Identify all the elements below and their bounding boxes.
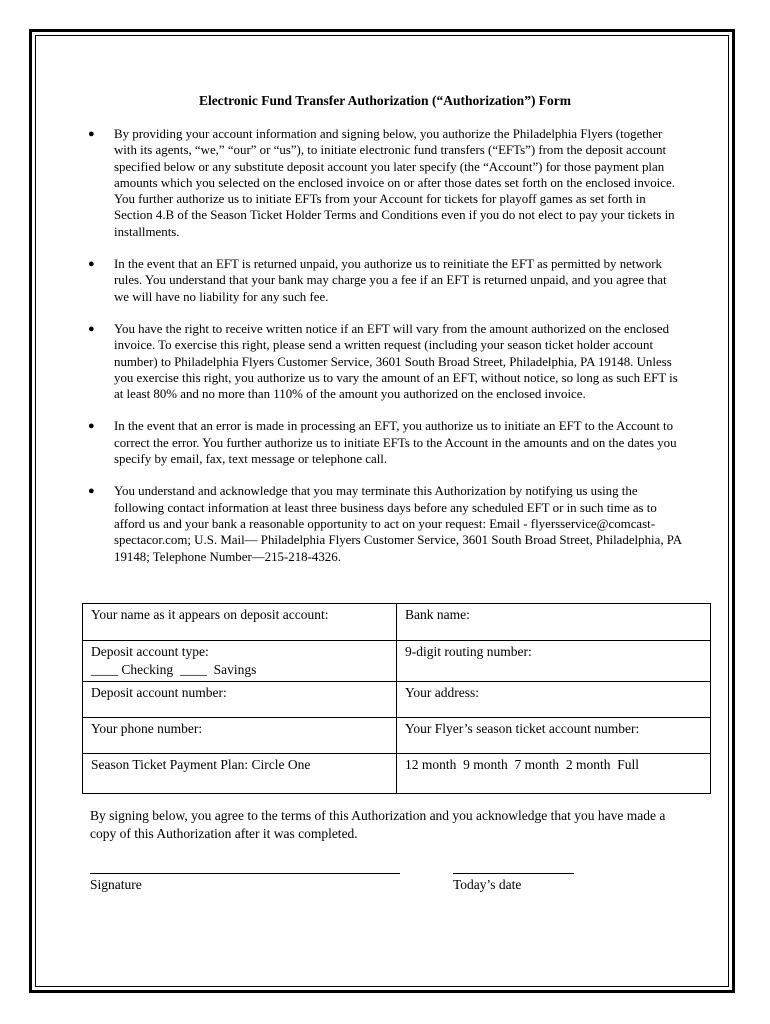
table-row: [83, 754, 711, 794]
list-item: [88, 256, 684, 305]
signature-label: Signature: [90, 877, 142, 892]
agreement-text: By signing below, you agree to the terms of this Authorization and you acknowledge that you have made a copy of this Authorization after it was completed.: [90, 808, 666, 841]
field-label: Deposit account number:: [91, 685, 227, 700]
bullet-icon: ●: [88, 322, 95, 335]
field-label: Your Flyer’s season ticket account number:: [405, 721, 640, 736]
term-text: You have the right to receive written notice if an EFT will vary from the amount authorized on the enclosed invoice. To exercise this right, please send a written request (including your season ticket holder account number) to Philadelphia Flyers Customer Service, 3601 South Broad Street, Philadelphia, PA 19148. Unless you exercise this right, you authorize us to vary the amount of an EFT, without notice, so long as such EFT is at least 80% and no more than 110% of the amount you authorized on the enclosed invoice.: [114, 321, 678, 402]
list-item: [88, 418, 684, 467]
season-account-field[interactable]: [397, 718, 711, 754]
form-title: Electronic Fund Transfer Authorization (“Authorization”) Form: [198, 93, 572, 108]
phone-field[interactable]: [83, 718, 397, 754]
field-label: Your name as it appears on deposit account:: [91, 607, 329, 622]
field-label: Deposit account type:: [91, 644, 209, 659]
list-item: [88, 126, 684, 240]
address-field[interactable]: [397, 682, 711, 718]
name-on-account-field[interactable]: [83, 604, 397, 641]
list-item: [88, 483, 684, 564]
signature-line[interactable]: [90, 873, 400, 874]
plan-options-field[interactable]: [397, 754, 711, 794]
field-label: Your address:: [405, 685, 480, 700]
term-text: In the event that an EFT is returned unpaid, you authorize us to reinitiate the EFT as permitted by network rules. You understand that your bank may charge you a fee if an EFT is returned unpaid, and you agree that we will have no liability for any such fee.: [114, 257, 667, 304]
table-row: [83, 682, 711, 718]
bank-name-field[interactable]: [397, 604, 711, 641]
plan-options[interactable]: 12 month 9 month 7 month 2 month Full: [405, 757, 640, 772]
field-label: Season Ticket Payment Plan: Circle One: [91, 757, 311, 772]
field-label: Bank name:: [405, 607, 470, 622]
account-type-options[interactable]: ____ Checking ____ Savings: [91, 662, 257, 677]
payment-plan-field: [83, 754, 397, 794]
bullet-icon: ●: [88, 128, 95, 140]
account-type-field[interactable]: [83, 641, 397, 682]
date-line[interactable]: [453, 873, 574, 874]
bullet-icon: ●: [88, 485, 95, 498]
term-text: In the event that an error is made in processing an EFT, you authorize us to initiate an EFT to the Account to correct the error. You further authorize us to initiate EFTs to the Account in the amounts and on the dates you specify by email, fax, text message or telephone call.: [114, 419, 677, 467]
field-label: 9-digit routing number:: [405, 644, 532, 659]
list-item: [88, 321, 684, 402]
table-row: [83, 718, 711, 754]
routing-number-field[interactable]: [397, 641, 711, 682]
bullet-icon: ●: [88, 420, 95, 433]
field-label: Your phone number:: [91, 721, 203, 736]
account-number-field[interactable]: [83, 682, 397, 718]
table-row: [83, 604, 711, 641]
terms-list: [88, 126, 684, 581]
date-label: Today’s date: [453, 877, 522, 892]
term-text: You understand and acknowledge that you may terminate this Authorization by notifying us using the following contact information at least three business days before any scheduled EFT or in such time as to afford us and your bank a reasonable opportunity to act on your request: Email - flyersservice@comcast-spectacor.com; U.S. Mail— Philadelphia Flyers Customer Service, 3601 South Broad Street, Philadelphia, PA 19148; Telephone Number—215-218-4326.: [114, 484, 682, 564]
table-row: [83, 641, 711, 682]
bullet-icon: ●: [88, 258, 95, 271]
account-info-table: [82, 603, 711, 794]
term-text: By providing your account information and signing below, you authorize the Philadelphia Flyers (together with its agents, “we,” “our” or “us”), to initiate electronic fund transfers (“EFTs”) from the deposit account specified below or any substitute deposit account you later specify (the “Account”) for those payment plan amounts which you selected on the enclosed invoice on or after those dates set forth on the enclosed invoice. You further authorize us to initiate EFTs from your Account for tickets for playoff games as set forth in Section 4.B of the Season Ticket Holder Terms and Conditions even if you do not elect to pay your tickets in installments.: [114, 127, 675, 239]
